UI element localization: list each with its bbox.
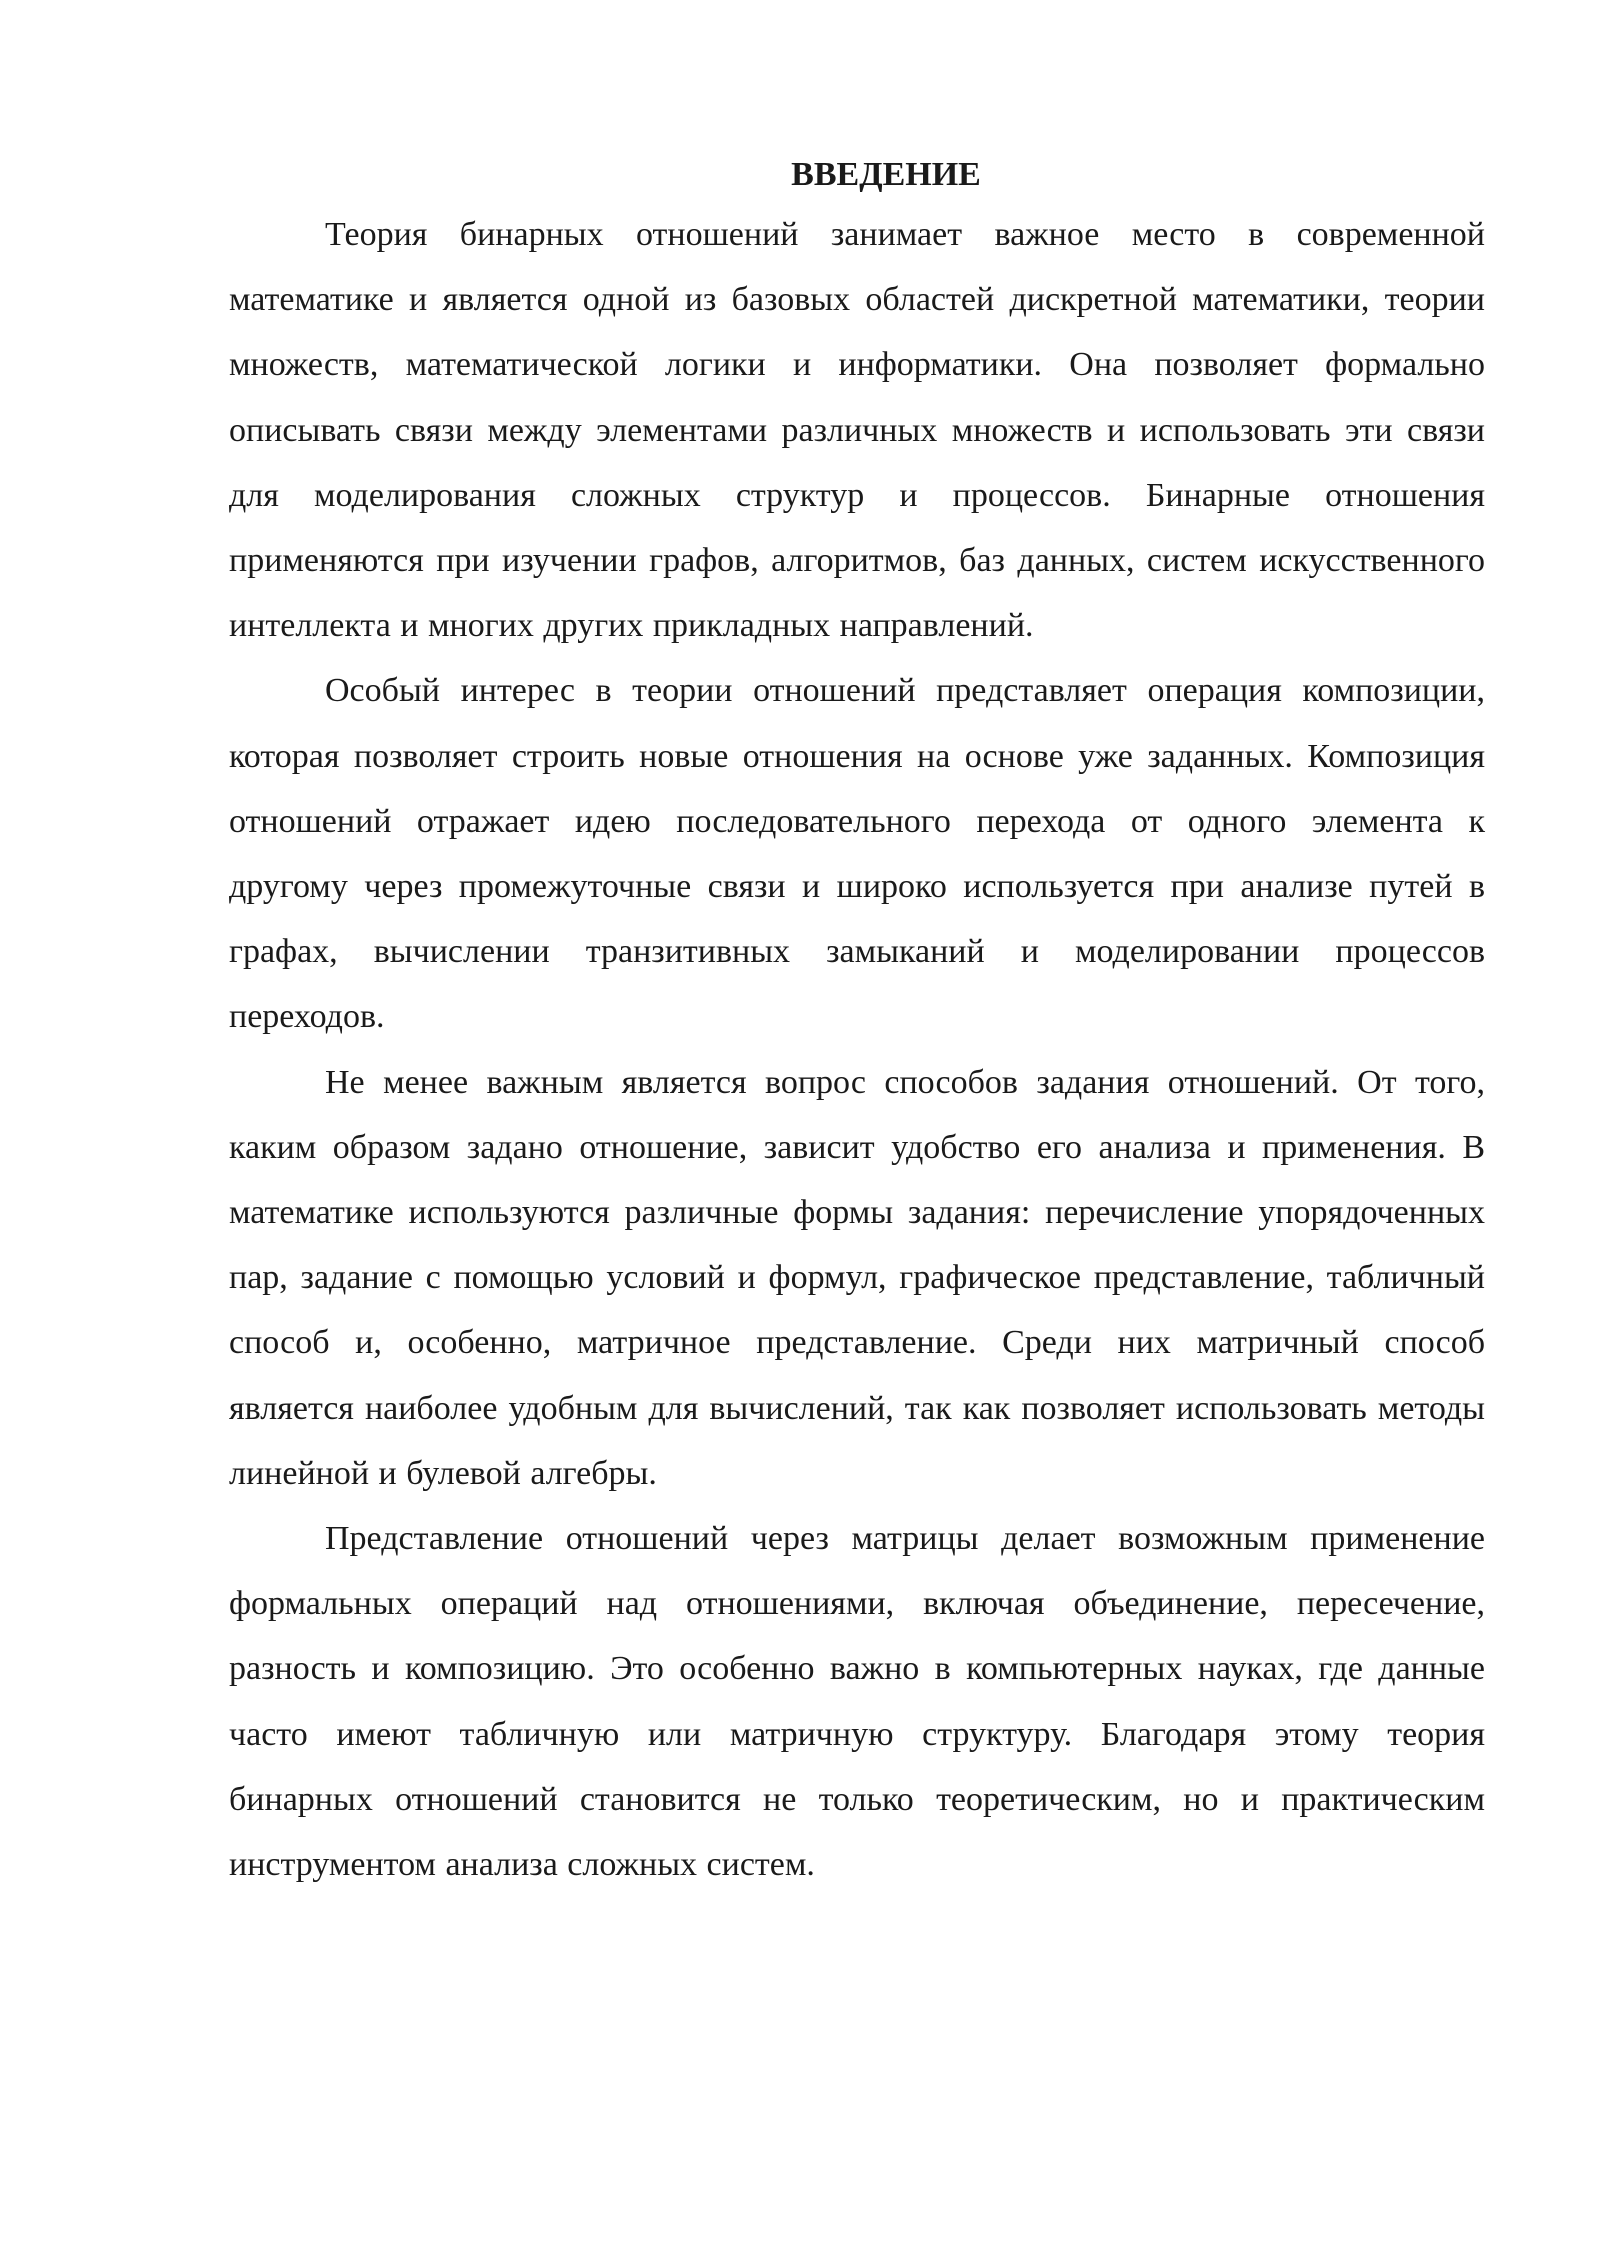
paragraph-1: Теория бинарных отношений занимает важное место в современной математике и является одной из базовых областей дискретной математики, теории множеств, математической логики и информатики. Она позволяет формально описывать связи между элементами различных множеств и использовать эти связи для моделирования сложных структур и процессов. Бинарные отношения применяются при изучении графов, алгоритмов, баз данных, систем искусственного интеллекта и многих других прикладных направлений.	[229, 216, 1485, 645]
paragraph-2: Особый интерес в теории отношений представляет операция композиции, которая позволяет строить новые отношения на основе уже заданных. Композиция отношений отражает идею последовательного перехода от одного элемента к другому через промежуточные связи и широко используется при анализе путей в графах, вычислении транзитивных замыканий и моделировании процессов переходов.	[229, 672, 1485, 1036]
paragraph-4: Представление отношений через матрицы делает возможным применение формальных операций над отношениями, включая объединение, пересечение, разность и композицию. Это особенно важно в компьютерных науках, где данные часто имеют табличную или матричную структуру. Благодаря этому теория бинарных отношений становится не только теоретическим, но и практическим инструментом анализа сложных систем.	[229, 1520, 1485, 1884]
document-title: ВВЕДЕНИЕ	[791, 156, 981, 193]
paragraph-3: Не менее важным является вопрос способов задания отношений. От того, каким образом задано отношение, зависит удобство его анализа и применения. В математике используются различные формы задания: перечисление упорядоченных пар, задание с помощью условий и формул, графическое представление, табличный способ и, особенно, матричное представление. Среди них матричный способ является наиболее удобным для вычислений, так как позволяет использовать методы линейной и булевой алгебры.	[229, 1063, 1485, 1492]
document-body	[229, 148, 1485, 1897]
